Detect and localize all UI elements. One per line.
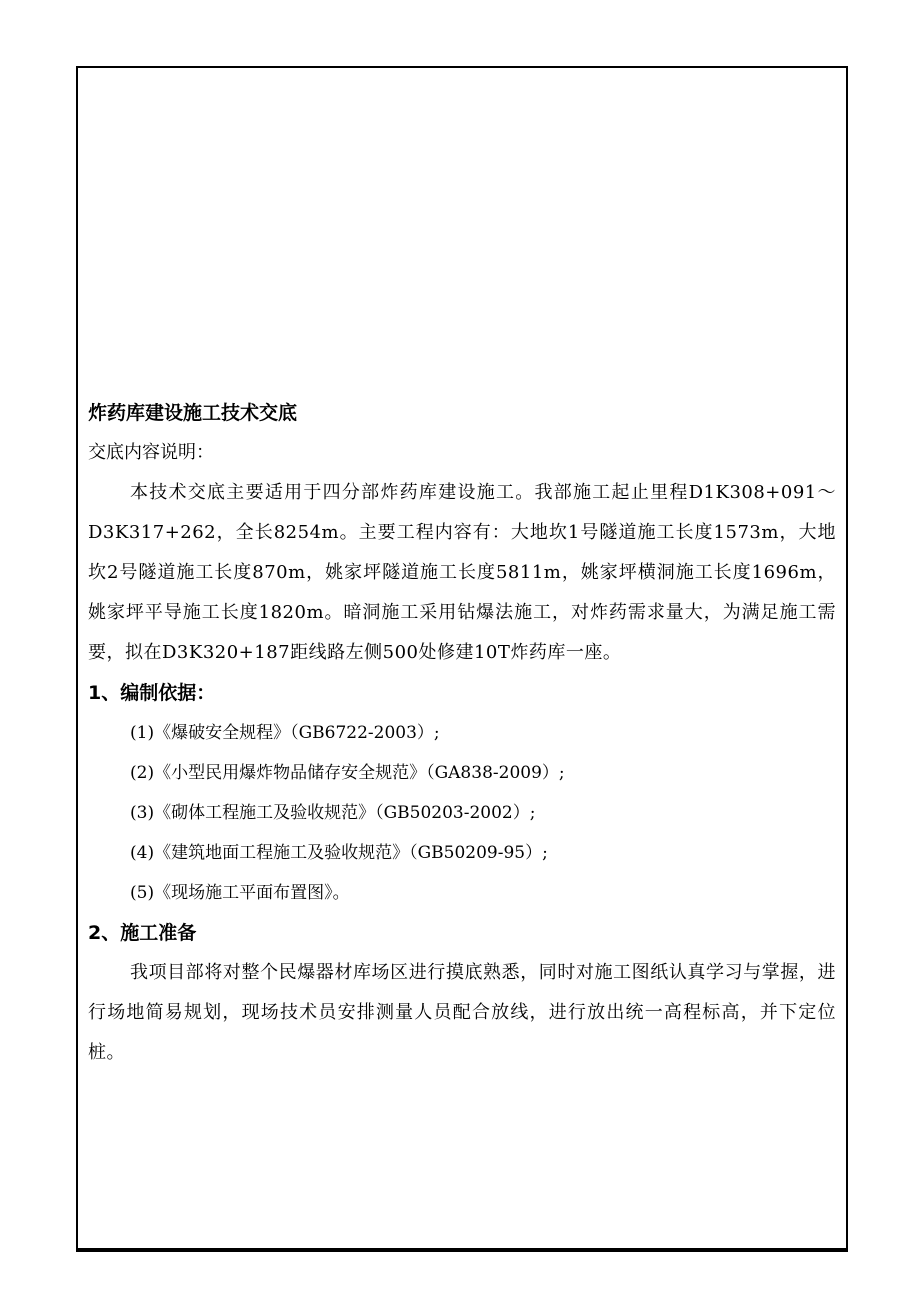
- reference-item: (2)《小型民用爆炸物品储存安全规范》（GA838-2009）;: [130, 763, 565, 783]
- section-2-heading: 2、施工准备: [88, 922, 197, 944]
- reference-item: (1)《爆破安全规程》（GB6722-2003）;: [130, 723, 440, 743]
- section-1-heading: 1、编制依据：: [88, 682, 216, 704]
- reference-item: (4)《建筑地面工程施工及验收规范》（GB50209-95）;: [130, 843, 548, 863]
- intro-paragraph: 本技术交底主要适用于四分部炸药库建设施工。我部施工起止里程D1K308+091～D3K317+262，全长8254m。主要工程内容有：大地坎1号隧道施工长度1573m，大地坎2号隧道施工长度870m，姚家坪隧道施工长度5811m，姚家坪横洞施工长度1696m，姚家坪平导施工长度1820m。暗洞施工采用钻爆法施工，对炸药需求量大，为满足施工需要，拟在D3K320+187距线路左侧500处修建10T炸药库一座。: [88, 482, 836, 663]
- document-title: 炸药库建设施工技术交底: [88, 402, 298, 424]
- document-content: [88, 393, 836, 1073]
- document-subtitle: 交底内容说明：: [88, 442, 214, 463]
- document-frame: [76, 66, 848, 1250]
- reference-item: (3)《砌体工程施工及验收规范》（GB50203-2002）;: [130, 803, 536, 823]
- section-2-paragraph: 我项目部将对整个民爆器材库场区进行摸底熟悉，同时对施工图纸认真学习与掌握，进行场地简易规划，现场技术员安排测量人员配合放线，进行放出统一高程标高，并下定位桩。: [88, 962, 836, 1063]
- reference-item: (5)《现场施工平面布置图》。: [130, 883, 350, 903]
